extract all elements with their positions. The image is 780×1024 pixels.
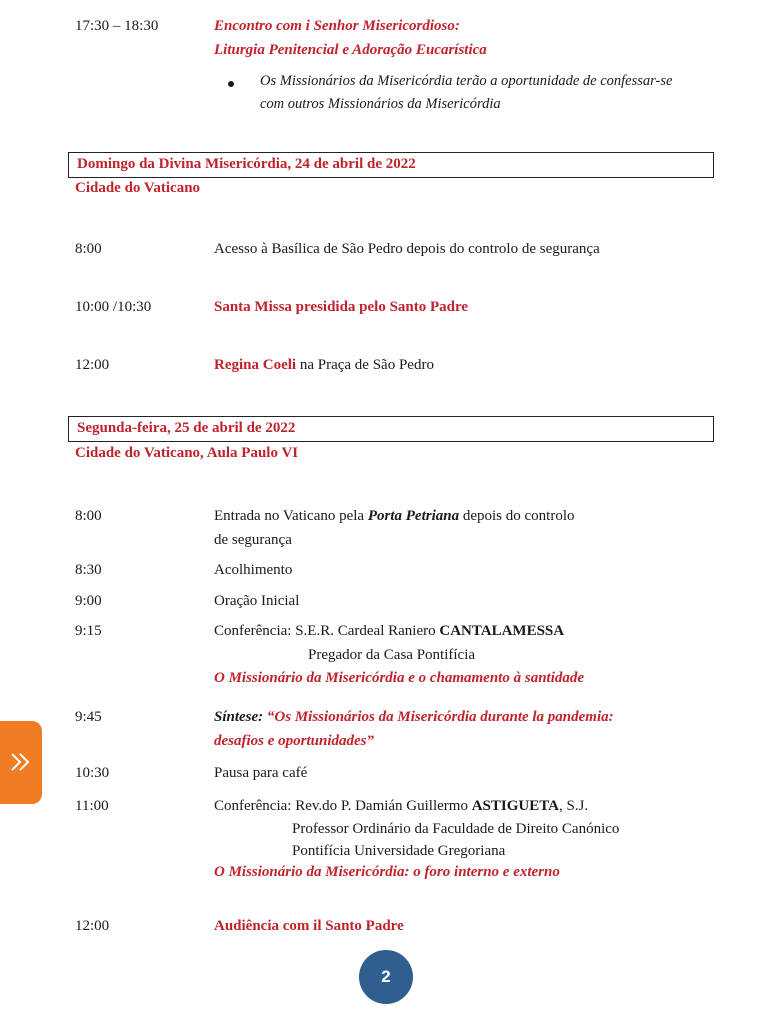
monday-time-1100: 11:00 [75,798,109,814]
speaker2-name: ASTIGUETA [471,798,559,814]
speaker-name: CANTALAMESSA [439,623,565,639]
monday-time-915: 9:15 [75,623,102,639]
regina-rest: na Praça de São Pedro [296,357,434,373]
sunday-text-800: Acesso à Basílica de São Pedro depois do controlo de segurança [214,241,600,257]
speaker-role: Pregador da Casa Pontifícia [308,647,476,663]
monday-header-box [68,416,714,442]
sunday-time-1200: 12:00 [75,357,110,373]
monday-header: Segunda-feira, 25 de abril de 2022 [77,420,296,436]
monday-time-900: 9:00 [75,593,102,609]
synthesis-label: Síntese: [214,709,264,725]
synthesis-title: “Os Missionários da Misericórdia durante la pandemia: [263,709,614,725]
sunday-time-1000: 10:00 /10:30 [75,299,152,315]
conference-pre: Conferência: S.E.R. Cardeal Raniero [214,623,440,639]
monday-text-1100 [214,798,588,815]
page-number-badge [359,950,413,1004]
time-1730: 17:30 – 18:30 [75,18,159,34]
speaker2-post: , S.J. [558,798,589,814]
monday-text-900: Oração Inicial [214,593,300,609]
conference2-pre: Conferência: Rev.do P. Damián Guillermo [214,798,472,814]
monday-text-audience: Audiência com il Santo Padre [214,918,404,934]
monday-time-800: 8:00 [75,508,102,524]
bullet-text-line2: com outros Missionários da Misericórdia [260,96,501,112]
double-chevron-right-icon [9,751,33,773]
sunday-text-mass: Santa Missa presidida pelo Santo Padre [214,299,469,315]
monday-text-915 [214,623,564,640]
monday-text-830: Acolhimento [214,562,293,578]
session-title-line1: Encontro com i Senhor Misericordioso: [214,18,460,34]
monday-time-945: 9:45 [75,709,102,725]
entry-post: depois do controlo [459,508,575,524]
monday-location: Cidade do Vaticano, Aula Paulo VI [75,445,299,461]
monday-text-1030: Pausa para café [214,765,308,781]
sunday-header: Domingo da Divina Misericórdia, 24 de abril de 2022 [77,156,416,172]
page-number: 2 [381,967,391,986]
regina-coeli: Regina Coeli [214,357,297,373]
speaker2-role2: Pontifícia Universidade Gregoriana [292,843,506,859]
monday-time-830: 8:30 [75,562,102,578]
monday-time-1200: 12:00 [75,918,110,934]
synthesis-line1 [214,709,614,726]
sunday-header-box [68,152,714,178]
bullet-text-line1: Os Missionários da Misericórdia terão a oportunidade de confessar-se [260,73,673,89]
sunday-time-800: 8:00 [75,241,102,257]
porta-petriana: Porta Petriana [367,508,460,524]
sunday-text-regina [214,357,434,374]
monday-time-1030: 10:30 [75,765,110,781]
conference-topic-2: O Missionário da Misericórdia: o foro interno e externo [214,864,560,880]
synthesis-line2: desafios e oportunidades” [214,733,375,749]
entry-pre: Entrada no Vaticano pela [214,508,368,524]
side-panel-tab[interactable] [0,721,42,804]
monday-text-800-line2: de segurança [214,532,292,548]
bullet-icon [228,81,234,87]
sunday-location: Cidade do Vaticano [75,180,201,196]
session-title-line2: Liturgia Penitencial e Adoração Eucarística [214,42,487,58]
speaker2-role1: Professor Ordinário da Faculdade de Direito Canónico [292,821,620,837]
conference-topic-1: O Missionário da Misericórdia e o chamamento à santidade [214,670,585,686]
monday-text-800-line1 [214,508,575,525]
